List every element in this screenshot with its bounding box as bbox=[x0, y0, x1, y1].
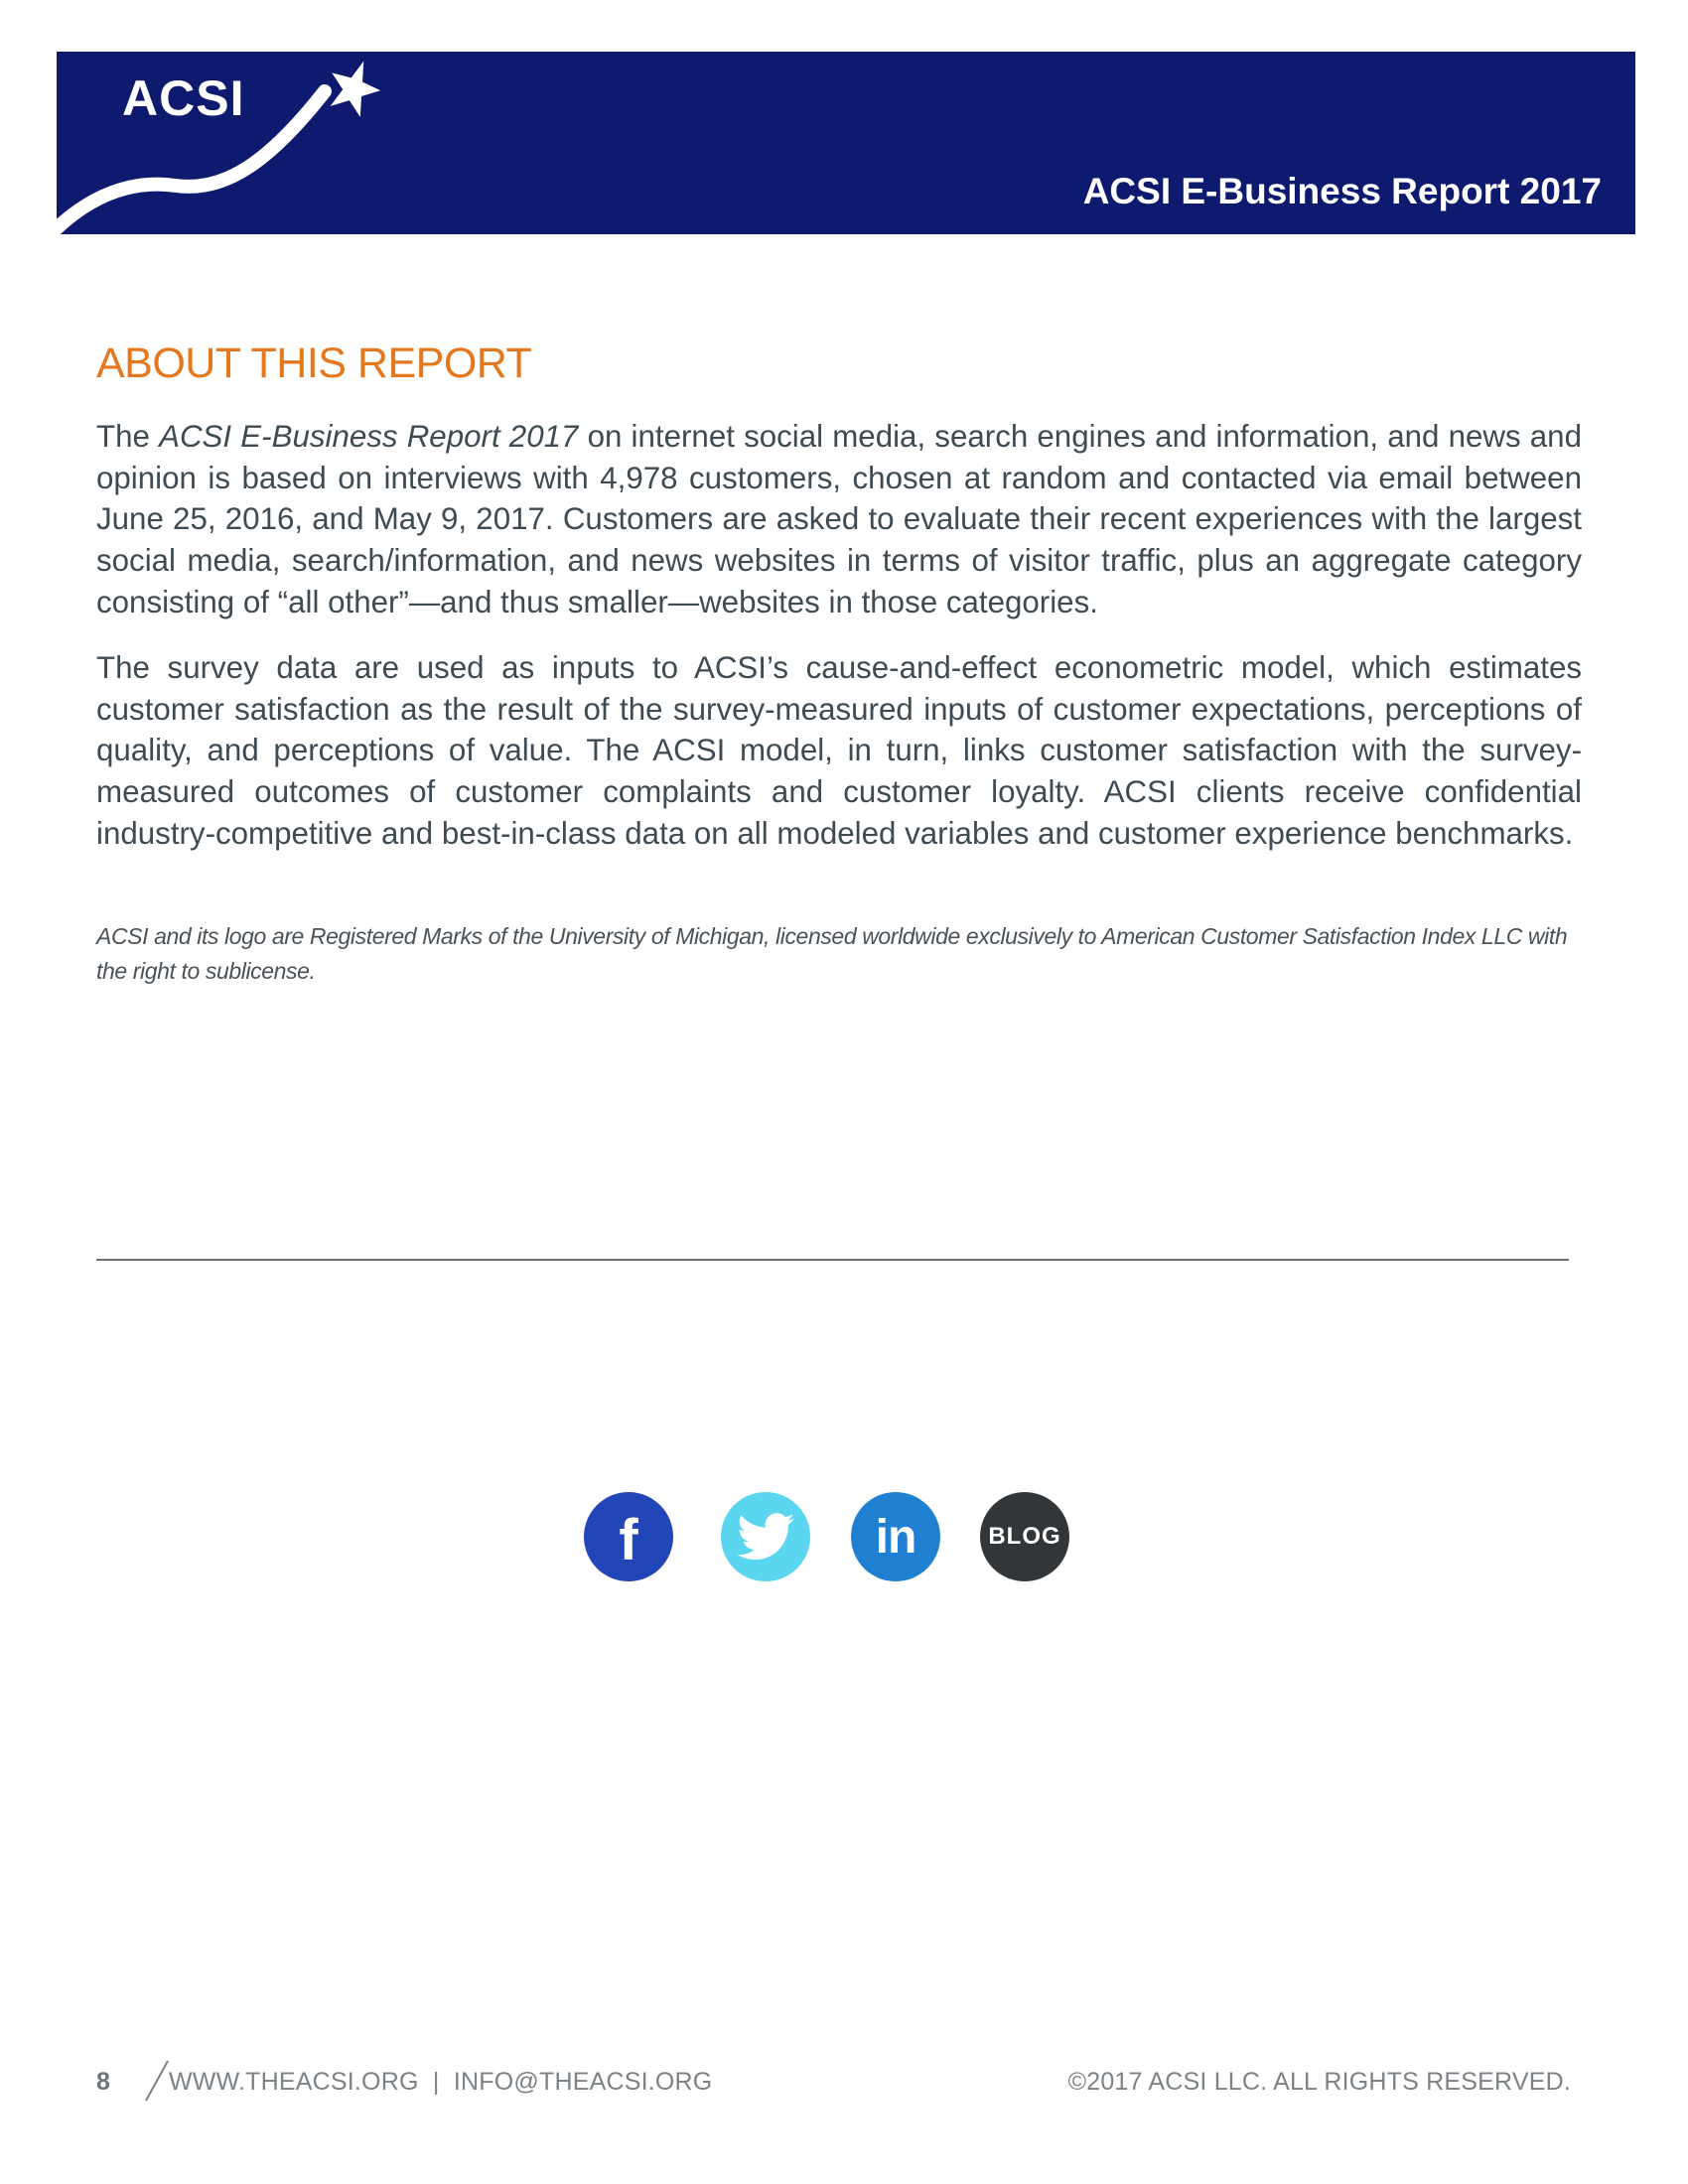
para1-body: on internet social media, search engines and information, and news and opinion is based on interviews with 4,978 customers, chosen at random and contacted via email between June 25, 2016, and May 9, 2017. Customers are asked to evaluate their recent experiences with the largest social media, search/information, and news websites in terms of visitor traffic, plus an aggregate category consisting of “all other”—and thus smaller—websites in those categories. bbox=[96, 419, 1582, 619]
star-icon bbox=[321, 53, 387, 121]
page-number: 8 bbox=[96, 2068, 111, 2096]
section-title: ABOUT THIS REPORT bbox=[96, 340, 532, 387]
legal-notice: ACSI and its logo are Registered Marks of the University of Michigan, licensed worldwide exclusively to American Customer Satisfaction Index LLC with the right to sublicense. bbox=[96, 923, 1568, 984]
report-name: ACSI E-Business Report 2017 bbox=[159, 419, 579, 454]
twitter-icon bbox=[737, 1513, 794, 1561]
linkedin-icon: in bbox=[875, 1510, 916, 1564]
paragraph-2: The survey data are used as inputs to ACSI’s cause-and-effect econometric model, which estimates customer satisfaction as the result of the survey-measured inputs of customer expectations, perceptions of quality, and perceptions of value. The ACSI model, in turn, links customer satisfaction with the survey-measured outcomes of customer complaints and customer loyalty. ACSI clients receive confidential industry-competitive and best-in-class data on all modeled variables and customer experience benchmarks. bbox=[96, 650, 1582, 851]
blog-button[interactable] bbox=[980, 1492, 1069, 1581]
twitter-button[interactable] bbox=[721, 1492, 810, 1581]
footer-slash bbox=[142, 2059, 172, 2103]
facebook-button[interactable] bbox=[584, 1492, 673, 1581]
facebook-icon: f bbox=[619, 1507, 638, 1572]
paragraph-1 bbox=[96, 416, 1582, 623]
acsi-logo-text: ACSI bbox=[122, 70, 245, 126]
footer-links[interactable]: WWW.THEACSI.ORG | INFO@THEACSI.ORG bbox=[169, 2068, 713, 2096]
para1-prefix: The bbox=[96, 419, 160, 454]
header-banner bbox=[57, 52, 1635, 234]
report-title: ACSI E-Business Report 2017 bbox=[1082, 171, 1602, 211]
divider bbox=[96, 1259, 1569, 1261]
copyright: ©2017 ACSI LLC. ALL RIGHTS RESERVED. bbox=[1067, 2068, 1571, 2096]
blog-icon: BLOG bbox=[988, 1523, 1061, 1550]
linkedin-button[interactable] bbox=[851, 1492, 940, 1581]
